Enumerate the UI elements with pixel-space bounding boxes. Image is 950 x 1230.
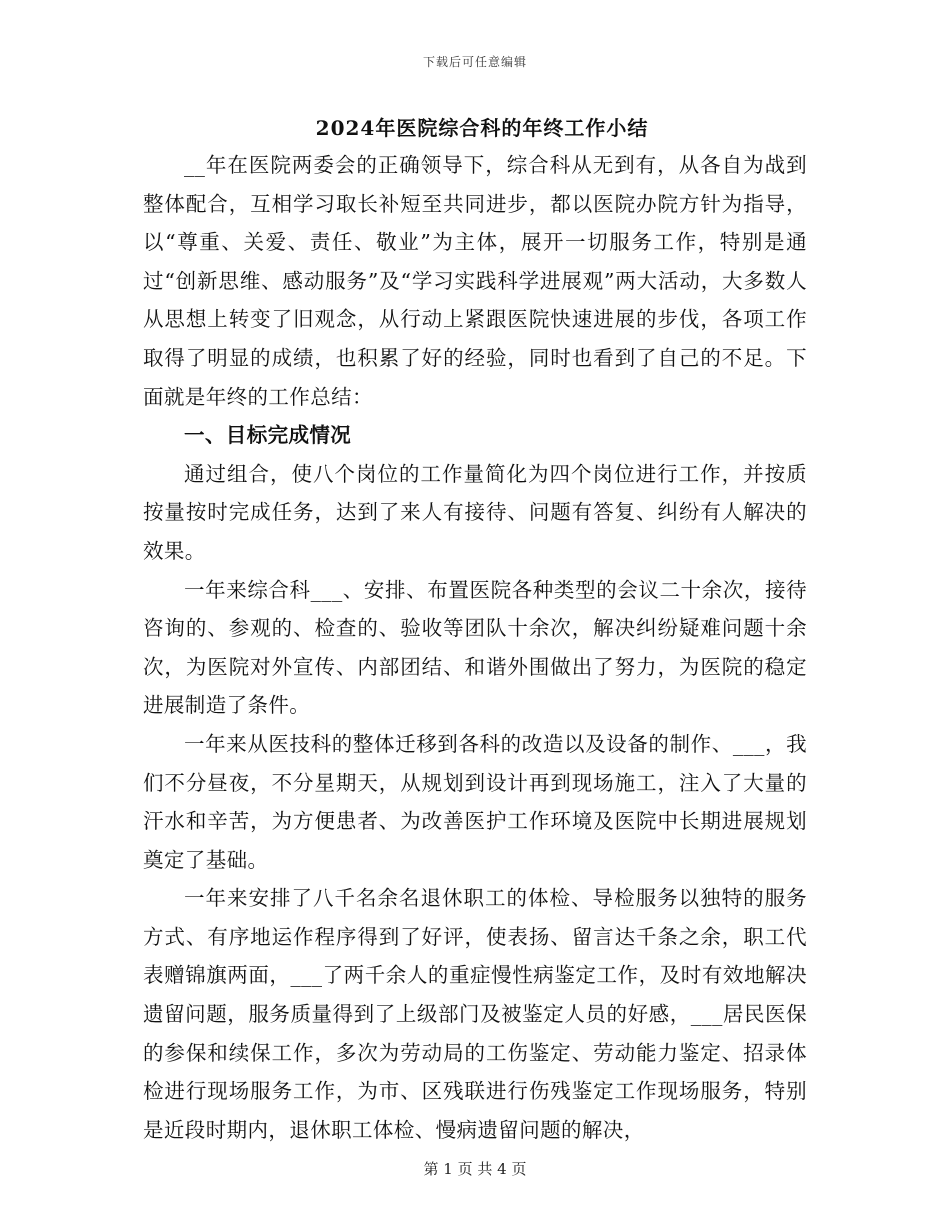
document-title: 2024年医院综合科的年终工作小结 <box>315 116 649 140</box>
body-paragraph: 一年来安排了八千名余名退休职工的体检、导检服务以独特的服务方式、有序地运作程序得到了好评，使表扬、留言达千条之余，职工代表赠锦旗两面，___了两千余人的重症慢性病鉴定工作，及时有效地解决遗留问题，服务质量得到了上级部门及被鉴定人员的好感，___居民医保的参保和续保工作，多次为劳动局的工伤鉴定、劳动能力鉴定、招录体检进行现场服务工作，为市、区残联进行伤残鉴定工作现场服务，特别是近段时期内，退休职工体检、慢病遗留问题的解决， <box>143 886 807 1142</box>
document-body <box>143 112 807 1149</box>
section-heading-goals: 一、目标完成情况 <box>184 423 352 448</box>
body-paragraph: 通过组合，使八个岗位的工作量简化为四个岗位进行工作，并按质按量按时完成任务，达到了来人有接待、问题有答复、纠纷有人解决的效果。 <box>143 461 807 563</box>
page-number: 第 1 页 共 4 页 <box>423 1160 527 1178</box>
body-paragraph: 一年来综合科___、安排、布置医院各种类型的会议二十余次，接待咨询的、参观的、检查的、验收等团队十余次，解决纠纷疑难问题十余次，为医院对外宣传、内部团结、和谐外围做出了努力，为医院的稳定进展制造了条件。 <box>143 577 807 718</box>
intro-paragraph: __年在医院两委会的正确领导下，综合科从无到有，从各自为战到整体配合，互相学习取长补短至共同进步，都以医院办院方针为指导，以“尊重、关爱、责任、敬业”为主体，展开一切服务工作，特别是通过“创新思维、感动服务”及“学习实践科学进展观”两大活动，大多数人从思想上转变了旧观念，从行动上紧跟医院快速进展的步伐，各项工作取得了明显的成绩，也积累了好的经验，同时也看到了自己的不足。下面就是年终的工作总结： <box>143 153 807 409</box>
header-note: 下载后可任意编辑 <box>422 55 527 69</box>
body-paragraph: 一年来从医技科的整体迁移到各科的改造以及设备的制作、___，我们不分昼夜，不分星期天，从规划到设计再到现场施工，注入了大量的汗水和辛苦，为方便患者、为改善医护工作环境及医院中长期进展规划奠定了基础。 <box>143 731 807 872</box>
